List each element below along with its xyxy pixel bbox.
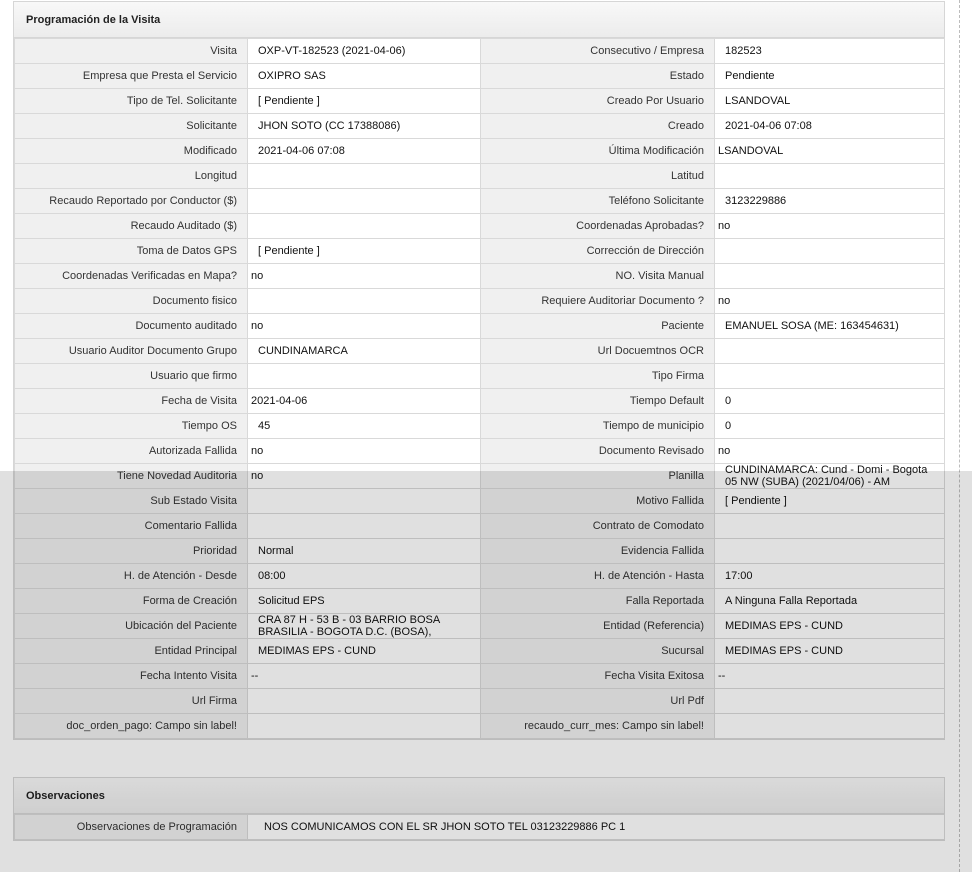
field-label: recaudo_curr_mes: Campo sin label! [481, 714, 715, 739]
table-row [15, 815, 945, 840]
field-value [715, 264, 945, 289]
table-row [15, 389, 945, 414]
field-label: Sucursal [481, 639, 715, 664]
field-value: 2021-04-06 07:08 [715, 114, 945, 139]
field-value [248, 164, 481, 189]
field-value: 0 [715, 414, 945, 439]
table-row [15, 614, 945, 639]
field-value [248, 364, 481, 389]
field-label: Falla Reportada [481, 589, 715, 614]
field-value [715, 364, 945, 389]
field-label: Fecha de Visita [15, 389, 248, 414]
field-value [715, 714, 945, 739]
observaciones-panel [13, 777, 945, 841]
field-label: Usuario que firmo [15, 364, 248, 389]
field-value: Pendiente [715, 64, 945, 89]
table-row [15, 589, 945, 614]
field-value: no [248, 264, 481, 289]
field-value: 0 [715, 389, 945, 414]
field-value: CRA 87 H - 53 B - 03 BARRIO BOSA BRASILIA - BOGOTA D.C. (BOSA), [248, 614, 481, 639]
field-value [715, 239, 945, 264]
field-value: MEDIMAS EPS - CUND [715, 639, 945, 664]
field-label: Documento auditado [15, 314, 248, 339]
table-row [15, 489, 945, 514]
field-value: EMANUEL SOSA (ME: 163454631) [715, 314, 945, 339]
field-value: 182523 [715, 39, 945, 64]
field-label: Paciente [481, 314, 715, 339]
field-label: Tiene Novedad Auditoria [15, 464, 248, 489]
table-row [15, 514, 945, 539]
field-label: Forma de Creación [15, 589, 248, 614]
field-label: Tiempo OS [15, 414, 248, 439]
field-label: H. de Atención - Desde [15, 564, 248, 589]
table-row [15, 39, 945, 64]
field-value: JHON SOTO (CC 17388086) [248, 114, 481, 139]
field-value: 3123229886 [715, 189, 945, 214]
field-value: OXP-VT-182523 (2021-04-06) [248, 39, 481, 64]
field-label: Url Firma [15, 689, 248, 714]
field-value: -- [248, 664, 481, 689]
field-value: no [248, 439, 481, 464]
table-row [15, 439, 945, 464]
field-value: 17:00 [715, 564, 945, 589]
field-value: CUNDINAMARCA [248, 339, 481, 364]
table-row [15, 314, 945, 339]
field-value [715, 539, 945, 564]
field-label: Estado [481, 64, 715, 89]
field-value [715, 689, 945, 714]
field-label: Creado Por Usuario [481, 89, 715, 114]
field-label: Coordenadas Aprobadas? [481, 214, 715, 239]
field-label: Tipo de Tel. Solicitante [15, 89, 248, 114]
table-row [15, 564, 945, 589]
field-value: 2021-04-06 [248, 389, 481, 414]
visit-details-table [14, 38, 945, 739]
table-row [15, 64, 945, 89]
field-value [248, 514, 481, 539]
field-value [715, 514, 945, 539]
field-label: Planilla [481, 464, 715, 489]
table-row [15, 689, 945, 714]
table-row [15, 139, 945, 164]
field-label: Última Modificación [481, 139, 715, 164]
field-label: Visita [15, 39, 248, 64]
field-label: Tipo Firma [481, 364, 715, 389]
field-value: OXIPRO SAS [248, 64, 481, 89]
table-row [15, 664, 945, 689]
field-value [248, 214, 481, 239]
field-value [248, 714, 481, 739]
table-row [15, 189, 945, 214]
table-row [15, 164, 945, 189]
field-value [248, 189, 481, 214]
field-label: Url Docuemtnos OCR [481, 339, 715, 364]
field-label: Recaudo Auditado ($) [15, 214, 248, 239]
field-label: Documento fisico [15, 289, 248, 314]
programacion-title: Programación de la Visita [14, 2, 944, 38]
field-label: Longitud [15, 164, 248, 189]
observaciones-title: Observaciones [14, 778, 944, 814]
programacion-panel [13, 1, 945, 740]
field-value: 2021-04-06 07:08 [248, 139, 481, 164]
observaciones-label: Observaciones de Programación [15, 815, 248, 840]
field-value: A Ninguna Falla Reportada [715, 589, 945, 614]
field-value [248, 489, 481, 514]
field-label: Tiempo Default [481, 389, 715, 414]
field-label: Coordenadas Verificadas en Mapa? [15, 264, 248, 289]
field-label: Url Pdf [481, 689, 715, 714]
field-value: LSANDOVAL [715, 89, 945, 114]
field-label: Entidad (Referencia) [481, 614, 715, 639]
field-value: no [248, 314, 481, 339]
table-row [15, 639, 945, 664]
field-label: Empresa que Presta el Servicio [15, 64, 248, 89]
table-row [15, 714, 945, 739]
table-row [15, 539, 945, 564]
field-value: LSANDOVAL [715, 139, 945, 164]
field-label: Fecha Intento Visita [15, 664, 248, 689]
field-label: Latitud [481, 164, 715, 189]
table-row [15, 89, 945, 114]
field-label: Ubicación del Paciente [15, 614, 248, 639]
table-row [15, 414, 945, 439]
field-label: Autorizada Fallida [15, 439, 248, 464]
table-row [15, 114, 945, 139]
table-row [15, 364, 945, 389]
table-row [15, 239, 945, 264]
field-label: Corrección de Dirección [481, 239, 715, 264]
table-row [15, 464, 945, 489]
observaciones-value: NOS COMUNICAMOS CON EL SR JHON SOTO TEL 03123229886 PC 1 [248, 815, 945, 840]
field-value: no [715, 289, 945, 314]
field-label: Documento Revisado [481, 439, 715, 464]
field-label: Toma de Datos GPS [15, 239, 248, 264]
field-label: Contrato de Comodato [481, 514, 715, 539]
page-divider [959, 0, 960, 872]
field-value: CUNDINAMARCA: Cund - Domi - Bogota 05 NW (SUBA) (2021/04/06) - AM [715, 464, 945, 489]
field-label: H. de Atención - Hasta [481, 564, 715, 589]
field-label: Evidencia Fallida [481, 539, 715, 564]
field-label: Modificado [15, 139, 248, 164]
field-label: Motivo Fallida [481, 489, 715, 514]
field-label: Sub Estado Visita [15, 489, 248, 514]
field-value: no [248, 464, 481, 489]
field-value: MEDIMAS EPS - CUND [248, 639, 481, 664]
table-row [15, 289, 945, 314]
field-label: doc_orden_pago: Campo sin label! [15, 714, 248, 739]
field-label: Entidad Principal [15, 639, 248, 664]
field-label: Recaudo Reportado por Conductor ($) [15, 189, 248, 214]
field-label: Teléfono Solicitante [481, 189, 715, 214]
field-value: [ Pendiente ] [248, 239, 481, 264]
table-row [15, 264, 945, 289]
field-value: -- [715, 664, 945, 689]
field-label: Prioridad [15, 539, 248, 564]
field-label: Tiempo de municipio [481, 414, 715, 439]
field-label: Creado [481, 114, 715, 139]
field-value: [ Pendiente ] [715, 489, 945, 514]
field-value: MEDIMAS EPS - CUND [715, 614, 945, 639]
table-row [15, 214, 945, 239]
field-value [715, 164, 945, 189]
table-row [15, 339, 945, 364]
field-value [715, 339, 945, 364]
field-value [248, 689, 481, 714]
field-value [248, 289, 481, 314]
field-value: 08:00 [248, 564, 481, 589]
field-label: Consecutivo / Empresa [481, 39, 715, 64]
field-value: [ Pendiente ] [248, 89, 481, 114]
field-label: Usuario Auditor Documento Grupo [15, 339, 248, 364]
field-label: Requiere Auditoriar Documento ? [481, 289, 715, 314]
field-label: NO. Visita Manual [481, 264, 715, 289]
field-value: no [715, 214, 945, 239]
field-label: Fecha Visita Exitosa [481, 664, 715, 689]
field-label: Solicitante [15, 114, 248, 139]
field-value: Solicitud EPS [248, 589, 481, 614]
field-value: 45 [248, 414, 481, 439]
field-label: Comentario Fallida [15, 514, 248, 539]
field-value: Normal [248, 539, 481, 564]
observaciones-table [14, 814, 945, 840]
field-value: no [715, 439, 945, 464]
